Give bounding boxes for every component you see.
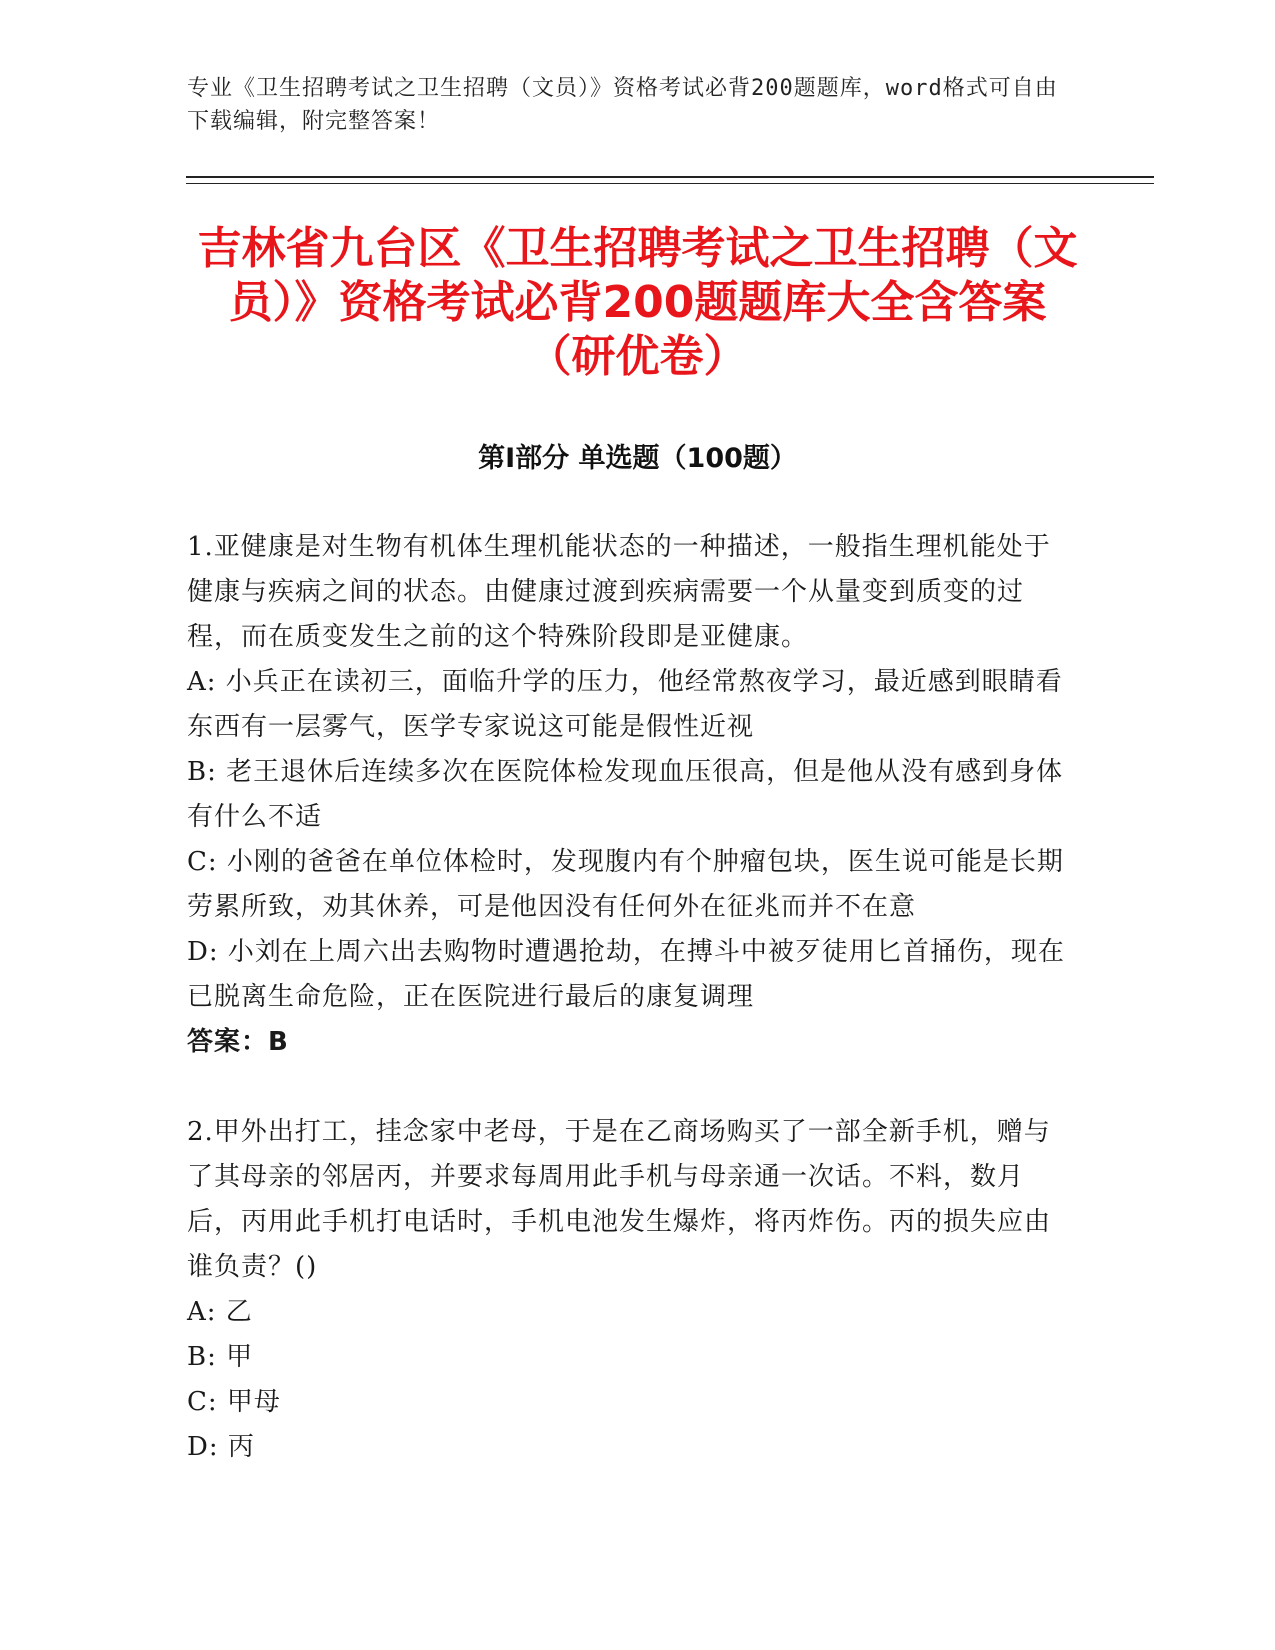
answer: 答案：B <box>187 1027 289 1057</box>
option-a: A: 乙 <box>187 1297 253 1327</box>
section-title: 第Ⅰ部分 单选题（100题） <box>478 443 797 474</box>
option-c: C: 小刚的爸爸在单位体检时，发现腹内有个肿瘤包块，医生说可能是长期劳累所致，劝其休养，可是他因没有任何外在征兆而并不在意 <box>187 847 1064 922</box>
option-d: D: 丙 <box>187 1432 255 1462</box>
option-a: A: 小兵正在读初三，面临升学的压力，他经常熬夜学习，最近感到眼睛看东西有一层雾气，医学专家说这可能是假性近视 <box>187 667 1063 742</box>
option-b: B: 甲 <box>187 1342 254 1372</box>
header-note: 专业《卫生招聘考试之卫生招聘（文员）》资格考试必背200题题库，word格式可自由下载编辑，附完整答案！ <box>187 76 1058 134</box>
header-divider-thick <box>186 176 1154 178</box>
header-divider-thin <box>186 183 1154 184</box>
question-1 <box>187 525 1067 1065</box>
option-b: B: 老王退休后连续多次在医院体检发现血压很高，但是他从没有感到身体有什么不适 <box>187 757 1064 832</box>
option-d: D: 小刘在上周六出去购物时遭遇抢劫，在搏斗中被歹徒用匕首捅伤，现在已脱离生命危险，正在医院进行最后的康复调理 <box>187 937 1065 1012</box>
question-stem: 2.甲外出打工，挂念家中老母，于是在乙商场购买了一部全新手机，赠与了其母亲的邻居丙，并要求每周用此手机与母亲通一次话。不料，数月后，丙用此手机打电话时，手机电池发生爆炸，将丙炸伤。丙的损失应由谁负责？() <box>187 1117 1052 1282</box>
document-title: 吉林省九台区《卫生招聘考试之卫生招聘（文员）》资格考试必背200题题库大全含答案（研优卷） <box>197 223 1078 382</box>
question-stem: 1.亚健康是对生物有机体生理机能状态的一种描述，一般指生理机能处于健康与疾病之间的状态。由健康过渡到疾病需要一个从量变到质变的过程，而在质变发生之前的这个特殊阶段即是亚健康。 <box>187 532 1051 652</box>
question-2 <box>187 1110 1067 1470</box>
option-c: C: 甲母 <box>187 1387 281 1417</box>
